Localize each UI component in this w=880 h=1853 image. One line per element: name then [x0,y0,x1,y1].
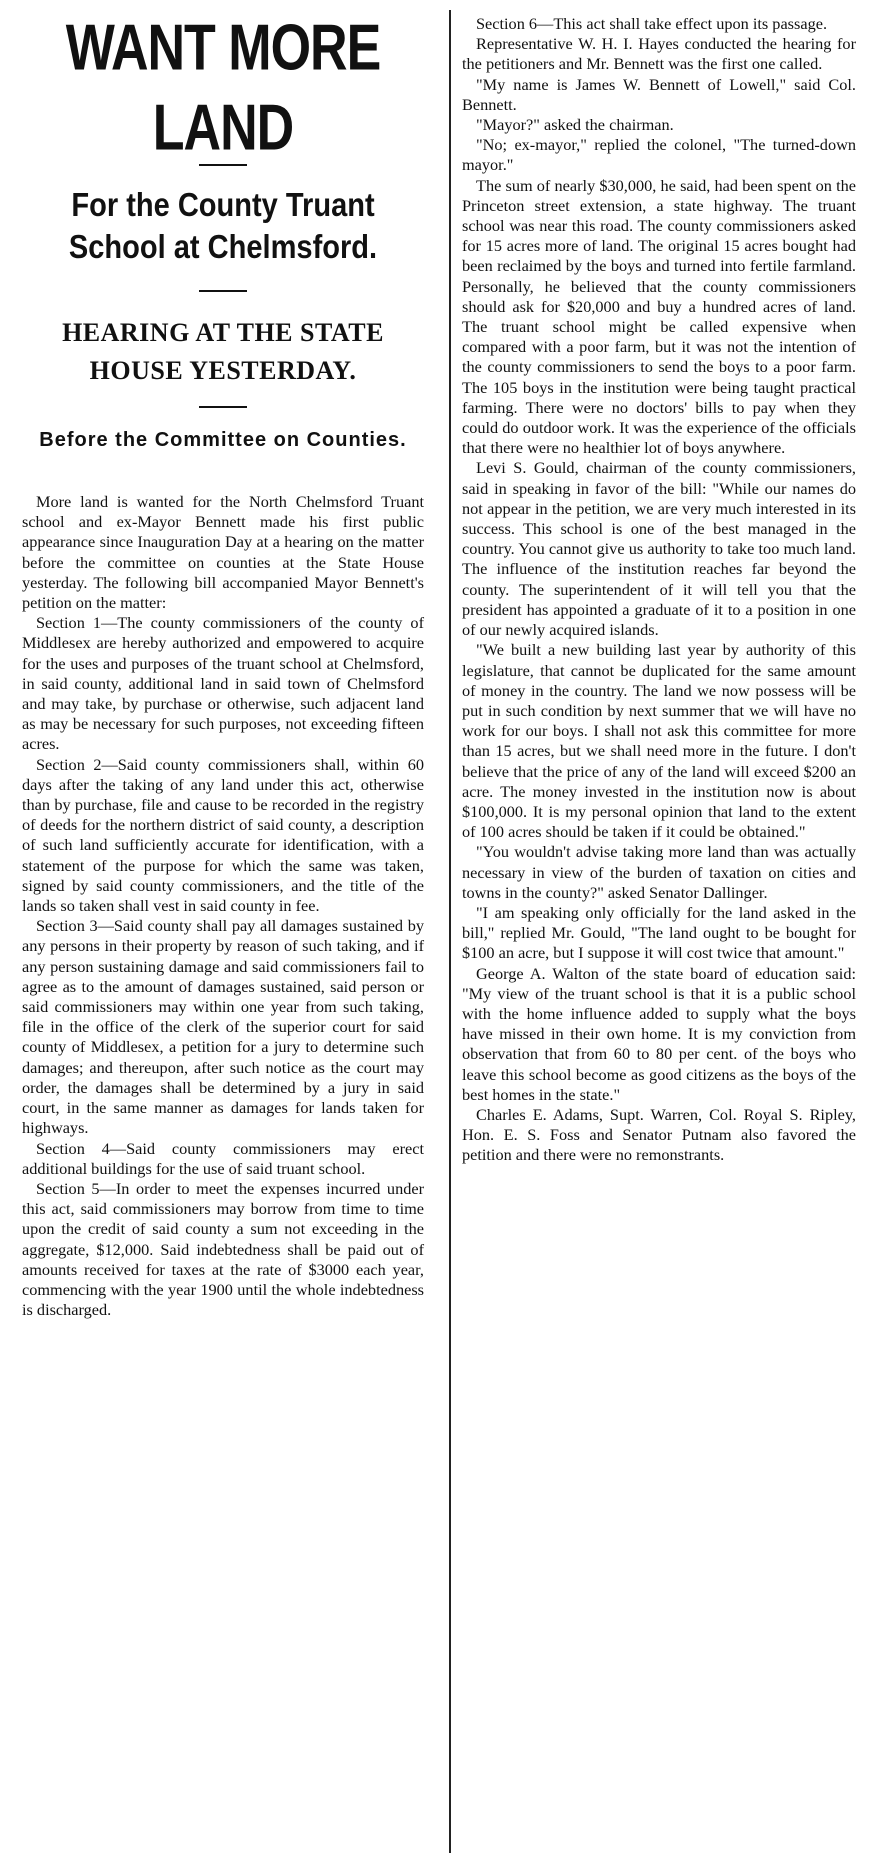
subheadline-divider [199,290,247,292]
left-body [22,492,424,1320]
right-body [462,14,856,1166]
paragraph: "No; ex-mayor," replied the colonel, "The turned-down mayor." [462,135,856,175]
spacer [22,460,424,492]
paragraph: "I am speaking only officially for the land asked in the bill," replied Mr. Gould, "The land ought to be bought for $100 an acre, but I suppose it will cost twice that amount." [462,902,856,963]
paragraph: "Mayor?" asked the chairman. [476,115,674,135]
paragraph: The sum of nearly $30,000, he said, had been spent on the Princeton street extension, a state highway. The truant school was near this road. The county commissioners asked for 15 acres more of land. The original 15 acres bought had been reclaimed by the boys and turned into fertile farmland. Personally, he believed that the county commissioners should ask for $20,000 and buy a hundred acres of land. The truant school might be called expensive when compared with a poor farm, but it was not the intention of the county commissioners to send the boys to a poor farm. The 105 boys in the institution were being taught practical farming. There were no doctors' bills to pay when they could do outdoor work. It was the experience of the officials that there were no healthier lot of boys anywhere. [462,175,856,458]
paragraph: Section 5—In order to meet the expenses incurred under this act, said commissioners may borrow from time to time upon the credit of said county a sum not exceeding in the aggregate, $12,000. Said indebtedness shall be paid out of amounts received for taxes at the rate of $3000 each year, commencing with the year 1900 until the whole indebtedness is discharged. [22,1178,424,1320]
paragraph: Section 1—The county commissioners of the county of Middlesex are hereby authorized and empowered to acquire for the uses and purposes of the truant school at Chelmsford, in said county, additional land in said town of Chelmsford and may take, by purchase or otherwise, such adjacent land as may be necessary for such purposes, not exceeding fifteen acres. [22,613,424,754]
subheadline: For the County Truant School at Chelmsford. [68,186,378,265]
paragraph: George A. Walton of the state board of education said: "My view of the truant school is that it is a public school with the home influence added to supply what the boys have missed in their own home. It is my conviction from observation that from 60 to 80 per cent. of the boys who leave this school become as good citizens as the boys of the best homes in the state." [462,963,856,1104]
paragraph: Section 4—Said county commissioners may erect additional buildings for the use of said truant school. [22,1138,424,1178]
paragraph: "You wouldn't advise taking more land than was actually necessary in view of the burden of taxation on cities and towns in the county?" asked Senator Dallinger. [462,842,856,902]
paragraph: Levi S. Gould, chairman of the county commissioners, said in speaking in favor of the bill: "While our names do not appear in the petition, we are very much interested in its success. This school is one of the best managed in the country. You cannot give us authority to take too much land. The influence of the institution reaches far beyond the county. The superintendent of it will tell you that the president has appointed a graduate of it to a position in one of our newly acquired islands. [462,458,856,640]
paragraph: "We built a new building last year by authority of this legislature, that cannot be duplicated for the same amount of money in the country. The land we now possess will be put in such condition by next summer that we will have no work for our boys. I shall not ask this committee for more than 15 acres, but we shall need more in the future. I don't believe that the price of any of the land will exceed $200 an acre. The money invested in the institution now is about $100,000. It is my personal opinion that land to the extent of 100 acres should be taken if it could be obtained." [462,640,856,842]
right-column [452,0,880,1853]
paragraph: Representative W. H. I. Hayes conducted the hearing for the petitioners and Mr. Bennett was the first one called. [462,34,856,74]
paragraph: Charles E. Adams, Supt. Warren, Col. Royal S. Ripley, Hon. E. S. Foss and Senator Putnam also favored the petition and there were no remonstrants. [462,1104,856,1165]
paragraph: Section 2—Said county commissioners shall, within 60 days after the taking of any land under this act, otherwise than by purchase, file and cause to be recorded in the registry of deeds for the northern district of said county, a description of such land sufficiently accurate for identification, with a statement of the purpose for which the same was taken, signed by said county commissioners, and the title of the lands so taken shall vest in said county in fee. [22,754,424,916]
paragraph: "My name is James W. Bennett of Lowell," said Col. Bennett. [462,74,856,114]
subdeck: Before the Committee on Counties. [39,429,407,451]
paragraph: Section 3—Said county shall pay all damages sustained by any persons in their property by reason of such taking, and if any person sustaining damage and said commissioners fail to agree as to the amount of damages sustained, said person or said commissioners may within one year from such taking, file in the office of the clerk of the superior court for said county of Middlesex, a petition for a jury to determine such damages; and thereupon, after such notice as the court may order, the damages shall be determined by a jury in said court, in the same manner as damages for lands taken for highways. [22,916,424,1138]
deck: HEARING AT THE STATE HOUSE YESTERDAY. [62,318,384,385]
headline: WANT MORE LAND [65,11,381,165]
paragraph: More land is wanted for the North Chelmsford Truant school and ex-Mayor Bennett made his first public appearance since Inauguration Day at a hearing on the matter before the committee on counties at the State House yesterday. The following bill accompanied Mayor Bennett's petition on the matter: [22,492,424,613]
deck-divider [199,406,247,408]
column-divider [449,10,451,1853]
paragraph: Section 6—This act shall take effect upon its passage. [476,14,828,33]
